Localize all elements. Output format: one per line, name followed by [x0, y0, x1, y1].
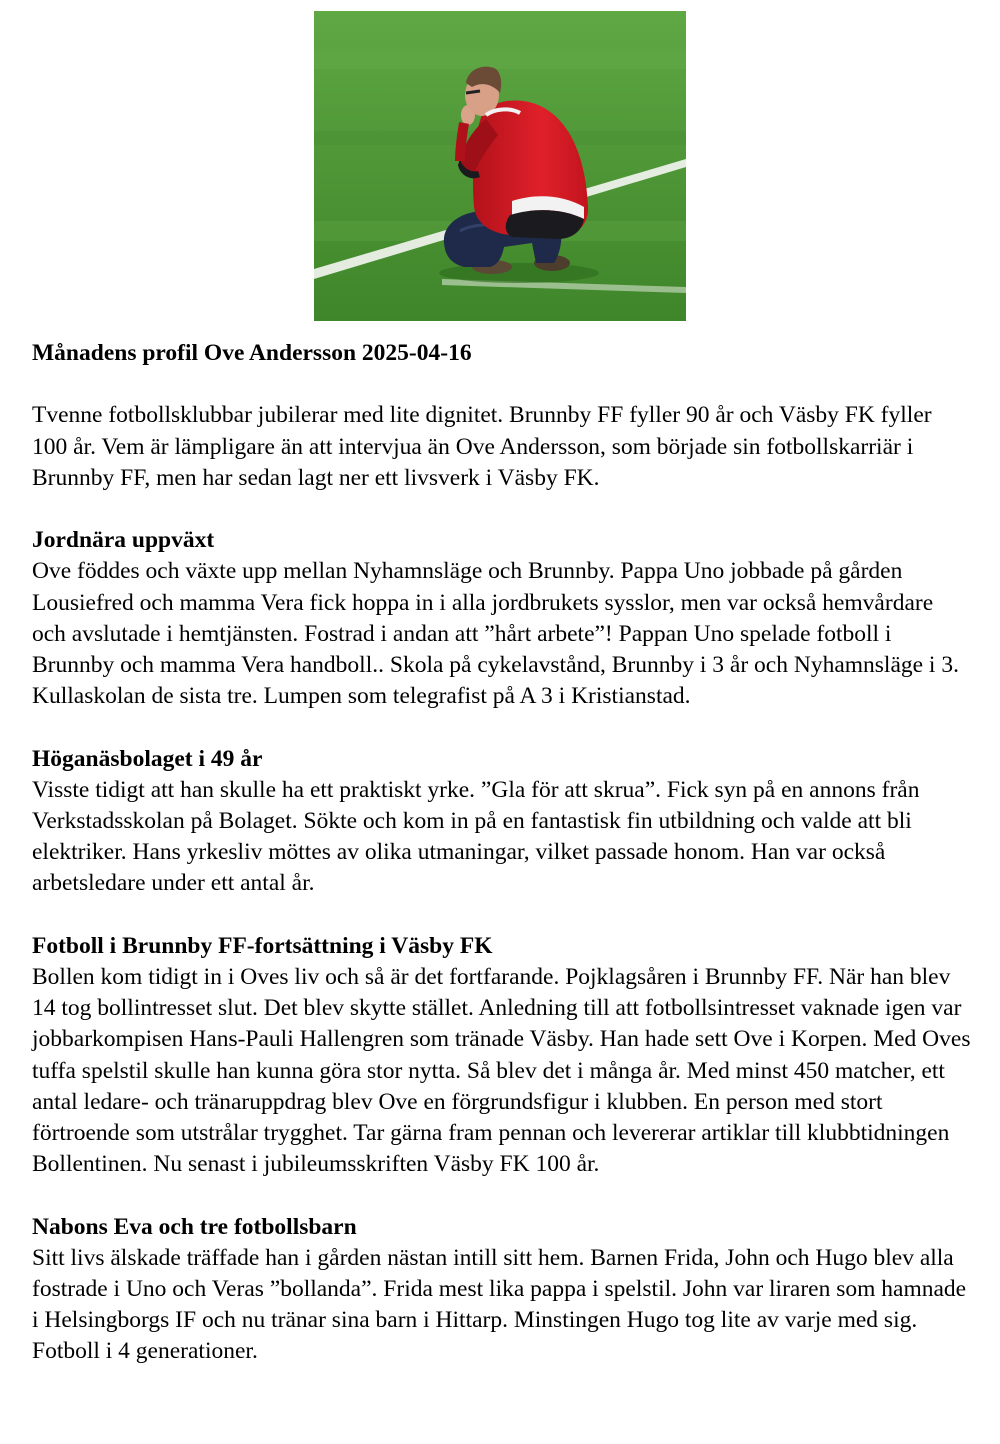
spacer: [32, 1180, 972, 1211]
section-heading: Höganäsbolaget i 49 år: [32, 745, 263, 772]
section-body: Sitt livs älskade träffade han i gården nästan intill sitt hem. Barnen Frida, John och Hugo blev alla fostrade i Uno och Veras ”bollanda”. Frida mest lika pappa i spelstil. John var liraren som hamnade i Helsingborgs IF och nu tränar sina barn i Hittarp. Minstingen Hugo tog lite av varje med sig. Fotboll i 4 generationer.: [32, 1244, 967, 1365]
profile-photo: [314, 11, 686, 321]
section-body: Visste tidigt att han skulle ha ett praktiskt yrke. ”Gla för att skrua”. Fick syn på en annons från Verkstadsskolan på Bolaget. Sökte och kom in på en fantastisk fin utbildning och valde att bli elektriker. Hans yrkesliv möttes av olika utmaningar, vilket passade honom. Han var också arbetsledare under ett antal år.: [32, 776, 920, 897]
intro-paragraph: Tvenne fotbollsklubbar jubilerar med lite dignitet. Brunnby FF fyller 90 år och Väsby FK fyller 100 år. Vem är lämpligare än att intervjua än Ove Andersson, som började sin fotbollskarriär i Brunnby FF, men har sedan lagt ner ett livsverk i Väsby FK.: [32, 402, 932, 491]
section-heading: Fotboll i Brunnby FF-fortsättning i Väsby FK: [32, 932, 493, 959]
section-body: Ove föddes och växte upp mellan Nyhamnsläge och Brunnby. Pappa Uno jobbade på gården Lousiefred och mamma Vera fick hoppa in i alla jordbrukets sysslor, men var också hemvårdare och avslutade i hemtjänsten. Fostrad i andan att ”hårt arbete”! Pappan Uno spelade fotboll i Brunnby och mamma Vera handboll.. Skola på cykelavstånd, Brunnby i 3 år och Nyhamnsläge i 3. Kullaskolan de sista tre. Lumpen som telegrafist på A 3 i Kristianstad.: [32, 558, 959, 710]
spacer: [32, 712, 972, 743]
section-heading: Jordnära uppväxt: [32, 527, 215, 554]
section-heading: Nabons Eva och tre fotbollsbarn: [32, 1213, 357, 1240]
spacer: [32, 494, 972, 525]
article: [32, 338, 972, 1368]
spacer: [32, 369, 972, 400]
spacer: [32, 900, 972, 931]
section-body: Bollen kom tidigt in i Oves liv och så är det fortfarande. Pojklagsåren i Brunnby FF. När han blev 14 tog bollintresset slut. Det blev skytte stället. Anledning till att fotbollsintresset vaknade igen var jobbarkompisen Hans-Pauli Hallengren som tränade Väsby. Han hade sett Ove i Korpen. Med Oves tuffa spelstil skulle han kunna göra stor nytta. Så blev det i många år. Med minst 450 matcher, ett antal ledare- och tränaruppdrag blev Ove en förgrundsfigur i klubben. En person med stort förtroende som utstrålar trygghet. Tar gärna fram pennan och levererar artiklar till klubbtidningen Bollentinen. Nu senast i jubileumsskriften Väsby FK 100 år.: [32, 964, 971, 1178]
article-title: Månadens profil Ove Andersson 2025-04-16: [32, 340, 472, 366]
